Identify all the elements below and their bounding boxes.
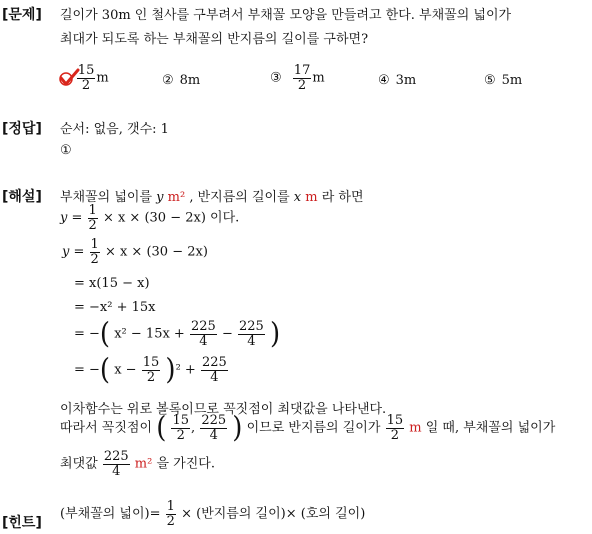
explanation-step3: = −( x² − 15x + $\frac{225}{4}$ − $\frac{225}{4}$ ) [74,317,281,351]
explanation-intro: 부채꼴의 넓이를 y m² , 반지름의 길이를 x m 라 하면 [60,190,364,205]
choice-1-fraction: $\frac{15}{2}$ [77,63,95,93]
choice-3-fraction: $\frac{17}{2}$ [293,63,311,93]
problem-text-line1: 길이가 30m 인 철사를 구부려서 부채꼴 모양을 만들려고 한다. 부채꼴의 넓이가 [60,8,512,23]
choice-5-text: 5m [501,73,523,88]
answer-label: [정답] [2,121,42,137]
choice-1[interactable]: $\frac{15}{2}$ m [60,64,109,92]
choice-3-marker: ③ [270,70,282,86]
answer-meta: 순서: 없음, 갯수: 1 [60,122,169,137]
explanation-eq1: y = $\frac{1}{2}$ × x × (30 − 2x) 이다. [60,203,240,233]
hint-label: [힌트] [2,515,42,531]
explanation-eq2: y = $\frac{1}{2}$ × x × (30 − 2x) [62,237,208,267]
hint-text: (부채꼴의 넓이)= $\frac{1}{2}$ × (반지름의 길이)× (호의 길이) [60,499,366,529]
choice-4-text: 3m [395,73,417,88]
choice-2-text: 8m [179,73,201,88]
explanation-conclusion2: 따라서 꼭짓점이 ( $\frac{15}{2}$ , $\frac{225}{4}$ ) 이므로 반지름의 길이가 $\frac{15}{2}$ m 일 때, 부채꼴의 넓이가 [60,411,556,445]
explanation-conclusion3: 최댓값 $\frac{225}{4}$ m² 을 가진다. [60,449,215,479]
choice-1-marker [60,71,72,86]
choice-5[interactable] [484,73,522,88]
explanation-label: [해설] [2,189,42,205]
choice-2-marker: ② [162,73,174,88]
answer-value: ① [60,143,72,158]
choice-5-marker: ⑤ [484,73,496,88]
choice-3[interactable]: ③ $\frac{17}{2}$ m [270,63,325,93]
choice-4[interactable] [378,73,416,88]
choice-4-marker: ④ [378,73,390,88]
explanation-conclusion1: 이차함수는 위로 볼록이므로 꼭짓점이 최댓값을 나타낸다. [60,402,387,417]
choice-2[interactable] [162,73,200,88]
problem-text-line2: 최대가 되도록 하는 부채꼴의 반지름의 길이를 구하면? [60,32,369,47]
explanation-step2: = −x² + 15x [74,300,156,315]
explanation-step1: = x(15 − x) [74,276,150,291]
problem-label: [문제] [2,7,42,23]
explanation-step4: = −( x − $\frac{15}{2}$ )² + $\frac{225}{4}$ [74,353,227,387]
